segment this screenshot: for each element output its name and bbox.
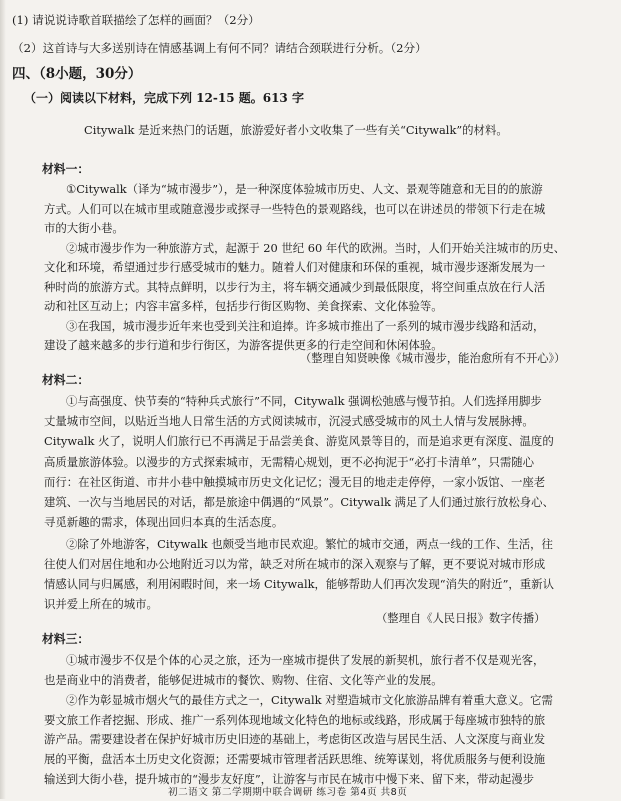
section-heading: 四、（8小题，30分） [12, 66, 142, 82]
material-2-line: Citywalk 火了，说明人们旅行已不再满足于品尝美食、游览风景等目的，而是追求更有深度、温度的 [44, 434, 554, 448]
material-2-line: 识并爱上所在的城市。 [44, 597, 158, 611]
material-3-title: 材料三： [42, 632, 90, 646]
material-1-line: ③在我国，城市漫步近年来也受到关注和追捧。许多城市推出了一系列的城市漫步线路和活动， [66, 319, 545, 333]
material-1-line: 动和社区互动上；内容丰富多样，包括步行街区购物、美食探索、文化体验等。 [44, 299, 443, 313]
material-1-line: 种时尚的旅游方式。其特点鲜明，以步行为主，将车辆交通减少到最低限度，将空间重点放在行人活 [44, 280, 546, 294]
material-2-line: ②除了外地游客，Citywalk 也颇受当地市民欢迎。繁忙的城市交通，两点一线的工作、生活，往 [66, 537, 553, 551]
question-2: （2）这首诗与大多送别诗在情感基调上有何不同？请结合颈联进行分析。（2分） [12, 41, 427, 55]
material-1-title: 材料一： [42, 162, 90, 176]
section-subheading: （一）阅读以下材料，完成下列 12-15 题。613 字 [24, 91, 304, 105]
material-2-title: 材料二： [42, 373, 90, 387]
material-2-source: （整理自《人民日报》数字传播） [376, 612, 546, 625]
material-3-line: 也是商业中的消费者，能够促进城市的餐饮、购物、住宿、文化等产业的发展。 [44, 673, 443, 687]
material-1-line: ①Citywalk（译为“城市漫步”），是一种深度体验城市历史、人文、景观等随意和无目的的旅游 [66, 182, 543, 196]
material-3-line: 输送到大街小巷，提升城市的“漫步友好度”，让游客与市民在城市中慢下来、留下来，带动起漫步 [44, 772, 535, 786]
intro-paragraph: Citywalk 是近来热门的话题，旅游爱好者小文收集了一些有关“Citywalk”的材料。 [84, 123, 508, 137]
material-3-line: 展的平衡，盘活本土历史文化资源；还需要城市管理者活跃思维、统筹谋划，将优质服务与便利设施 [44, 752, 546, 766]
material-3-line: ①城市漫步不仅是个体的心灵之旅，还为一座城市提供了发展的新契机，旅行者不仅是观光客， [66, 653, 545, 667]
material-2-line: ①与高强度、快节奏的“特种兵式旅行”不同，Citywalk 强调松弛感与慢节拍。人们选择用脚步 [66, 394, 542, 408]
material-1-line: 市的大街小巷。 [44, 221, 124, 235]
material-2-line: 丈量城市空间，以贴近当地人日常生活的方式阅读城市，沉浸式感受城市的风土人情与发展脉搏。 [44, 414, 534, 428]
material-1-line: 文化和环境，希望通过步行感受城市的魅力。随着人们对健康和环保的重视，城市漫步逐渐发展为一 [44, 260, 546, 274]
page-footer: 初二语文 第二学期期中联合调研 练习卷 第4页 共8页 [168, 787, 408, 798]
material-2-line: 而行：在社区街道、市井小巷中触摸城市历史文化记忆；漫无目的地走走停停，一家小饭馆、一座老 [44, 475, 546, 489]
scan-shadow [0, 0, 6, 799]
material-1-line: 方式。人们可以在城市里或随意漫步或探寻一些特色的景观路线，也可以在讲述员的带领下行走在城 [44, 202, 546, 216]
material-3-line: 要文旅工作者挖掘、形成、推广一系列体现地域文化特色的地标或线路，形成属于每座城市独特的旅 [44, 713, 546, 727]
material-1-source: （整理自知贤映像《城市漫步，能治愈所有不开心》） [300, 352, 566, 365]
material-3-line: 游产品。需要建设者在保护好城市历史旧迹的基础上，考虑街区改造与居民生活、人文深度与商业发 [44, 732, 546, 746]
material-2-line: 往使人们对居住地和办公地附近习以为常，缺乏对所在城市的深入观察与了解，更不要说对城市形成 [44, 557, 546, 571]
material-1-line: ②城市漫步作为一种旅游方式，起源于 20 世纪 60 年代的欧洲。当时，人们开始关注城市的历史、 [66, 241, 566, 255]
material-2-line: 高质量旅游体验。以漫步的方式探索城市，无需精心规划，更不必拘泥于“必打卡清单”，只需随心 [44, 455, 535, 469]
material-2-line: 建筑、一次与当地居民的对话，都是旅途中偶遇的“风景”。Citywalk 满足了人们通过旅行放松身心、 [44, 495, 554, 509]
question-1: (1) 请说说诗歌首联描绘了怎样的画面？（2分） [12, 13, 260, 27]
material-2-line: 情感认同与归属感，利用闲暇时间，来一场 Citywalk，能够帮助人们再次发现“消失的附近”，重新认 [44, 577, 554, 591]
material-1-line: 建设了越来越多的步行道和步行街区，为游客提供更多的行走空间和休闲体验。 [44, 338, 443, 352]
material-2-line: 寻觅新趣的需求，体现出回归本真的生活态度。 [44, 515, 284, 529]
material-3-line: ②作为彰显城市烟火气的最佳方式之一，Citywalk 对塑造城市文化旅游品牌有着重大意义。它需 [66, 693, 553, 707]
